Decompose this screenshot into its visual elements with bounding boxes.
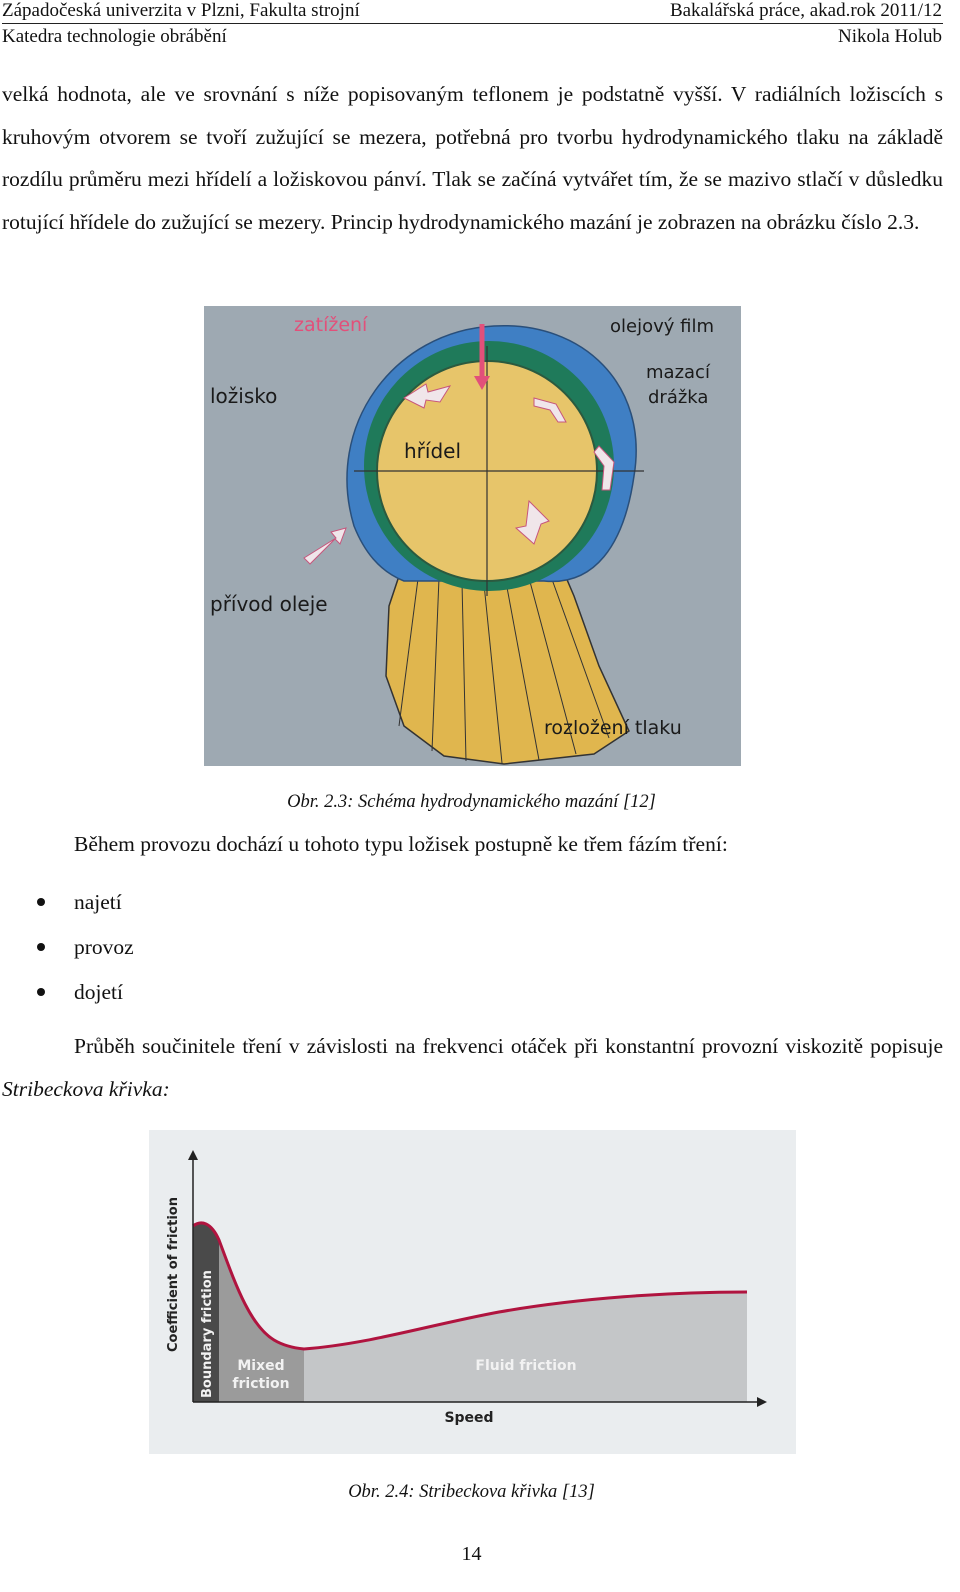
figure-stribeck-curve: [149, 1130, 796, 1454]
label-mixed-line1: Mixed: [237, 1358, 285, 1374]
stribeck-diagram: [149, 1130, 796, 1454]
body-paragraph-2: Během provozu dochází u tohoto typu ložisek postupně ke třem fázím tření:: [74, 832, 728, 856]
label-oil-supply: přívod oleje: [210, 592, 328, 616]
header-department: Katedra technologie obrábění: [2, 26, 227, 47]
hydrodynamic-diagram: [204, 306, 741, 766]
y-axis-label: Coefficient of friction: [166, 1197, 181, 1352]
label-oil-film: olejový film: [610, 316, 715, 337]
bullet-dot: [37, 943, 45, 951]
page-number: 14: [461, 1543, 482, 1565]
header-thesis: Bakalářská práce, akad.rok 2011/12: [669, 0, 942, 21]
label-shaft: hřídel: [404, 439, 462, 463]
figure-hydrodynamic-lubrication: [204, 306, 741, 766]
bullet-dot: [37, 898, 45, 906]
figure-caption-2-3: Obr. 2.3: Schéma hydrodynamického mazání [12]: [287, 792, 656, 812]
label-pressure: rozložení tlaku: [544, 717, 682, 739]
label-boundary-friction: Boundary friction: [200, 1270, 215, 1398]
body-paragraph-1: velká hodnota, ale ve srovnání s níže popisovaným teflonem je podstatně vyšší. V radiálních ložiscích s kruhovým otvorem se tvoří zužující se mezera, potřebná pro tvorbu hydrodynamického tlaku na základě rozdílu průměru mezi hřídelí a ložiskovou pánví. Tlak se začíná vytvářet tím, že se mazivo stlačí v důsledku rotující hřídele do zužující se mezery. Princip hydrodynamického mazání je zobrazen na obrázku číslo 2.3.: [2, 82, 943, 234]
figure-caption-2-4: Obr. 2.4: Stribeckova křivka [13]: [348, 1482, 595, 1502]
header-author: Nikola Holub: [838, 26, 942, 47]
stribeck-term: Stribeckova křivka:: [2, 1076, 170, 1101]
label-mixed-line2: friction: [232, 1376, 290, 1392]
label-bearing: ložisko: [210, 384, 278, 408]
bullet-dot: [37, 988, 45, 996]
label-groove-line2: drážka: [648, 387, 709, 408]
header-university: Západočeská univerzita v Plzni, Fakulta strojní: [2, 0, 360, 21]
label-groove-line1: mazací: [646, 362, 710, 383]
header-divider: [2, 23, 943, 24]
label-fluid-friction: Fluid friction: [475, 1358, 577, 1374]
body-paragraph-3: Průběh součinitele tření v závislosti na frekvenci otáček při konstantní provozní viskozitě popisuje Stribeckova křivka:: [2, 1034, 943, 1101]
label-load: zatížení: [294, 314, 368, 336]
x-axis-label: Speed: [444, 1410, 494, 1426]
